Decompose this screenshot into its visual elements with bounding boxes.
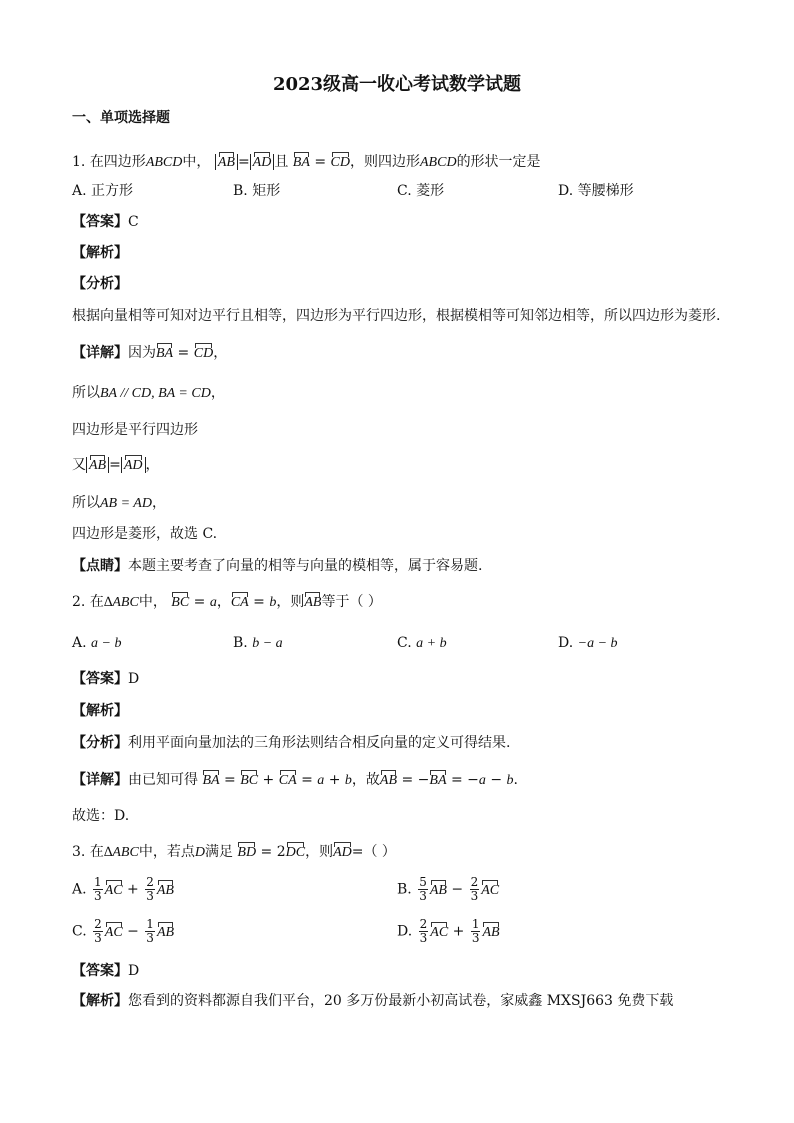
q2-answer: 【答案】D: [72, 671, 140, 687]
q2-detail: 【详解】由已知可得 BA = BC + CA = a + b，故AB = −BA = −a − b.: [72, 770, 518, 791]
q1-detail-2: 所以BA // CD, BA = CD，: [72, 385, 225, 401]
q1-detail-4: 又 AB = AD ，: [72, 455, 160, 476]
promo-text: 您看到的资料都源自我们平台，20 多万份最新小初高试卷，家威鑫 MXSJ663 免费下载: [128, 993, 674, 1009]
page-title: 2023级高一收心考试数学试题: [272, 74, 522, 95]
q1-detail-1: 【详解】因为BA = CD，: [72, 343, 227, 364]
question-2: 2. 在∆ABC中， BC = a，CA = b，则AB等于（ ）: [72, 592, 382, 613]
q3-option-a: A. $\frac{1}{3}$ AC + $\frac{2}{3}$ AB: [72, 875, 174, 903]
q1-detail-5: 所以AB = AD，: [72, 495, 166, 511]
q1-fenxi-label: 【分析】: [72, 276, 128, 292]
q2-option-d: D. −a − b: [558, 635, 618, 651]
q2-option-a: A. a − b: [72, 635, 122, 651]
q2-option-b: B. b − a: [233, 635, 283, 651]
q2-analysis-label: 【解析】: [72, 703, 128, 719]
q3-analysis: 【解析】您看到的资料都源自我们平台，20 多万份最新小初高试卷，家威鑫 MXSJ663 免费下载: [72, 993, 674, 1009]
q1-detail-3: 四边形是平行四边形: [72, 422, 198, 438]
question-1: 1. 在四边形ABCD中， AB = AD 且 BA = CD，则四边形ABCD的形状一定是: [72, 152, 541, 173]
q1-option-b: B. 矩形: [233, 183, 281, 199]
q1-dianjing: 【点睛】本题主要考查了向量的相等与向量的模相等，属于容易题.: [72, 558, 483, 574]
q1-answer: 【答案】C: [72, 214, 139, 230]
q3-option-c: C. $\frac{2}{3}$ AC − $\frac{1}{3}$ AB: [72, 917, 175, 945]
q2-fenxi: 【分析】利用平面向量加法的三角形法则结合相反向量的定义可得结果.: [72, 735, 511, 751]
q1-option-a: A. 正方形: [72, 183, 134, 199]
q3-answer: 【答案】D: [72, 963, 140, 979]
q1-analysis-label: 【解析】: [72, 245, 128, 261]
q3-option-b: B. $\frac{5}{3}$ AB − $\frac{2}{3}$ AC: [397, 875, 500, 903]
q1-detail-6: 四边形是菱形，故选 C.: [72, 526, 218, 542]
q1-option-d: D. 等腰梯形: [558, 183, 634, 199]
question-3: 3. 在∆ABC中，若点D满足 BD = 2DC，则AD=（ ）: [72, 842, 396, 863]
q3-option-d: D. $\frac{2}{3}$ AC + $\frac{1}{3}$ AB: [397, 917, 500, 945]
section-heading: 一、单项选择题: [72, 110, 170, 126]
q2-option-c: C. a + b: [397, 635, 447, 651]
q1-fenxi-text: 根据向量相等可知对边平行且相等，四边形为平行四边形，根据模相等可知邻边相等，所以四边形为菱形.: [72, 308, 721, 324]
q1-option-c: C. 菱形: [397, 183, 445, 199]
q2-conclusion: 故选：D.: [72, 808, 130, 824]
